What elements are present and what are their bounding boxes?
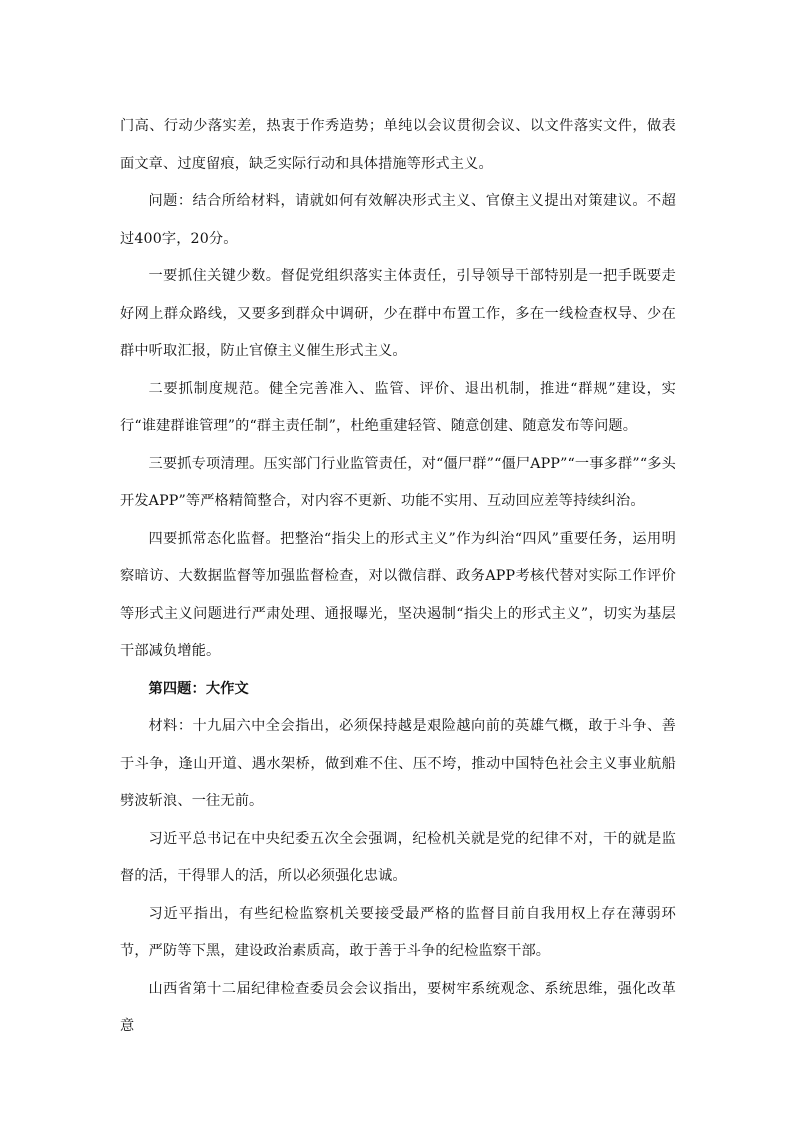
paragraph-question: 问题：结合所给材料，请就如何有效解决形式主义、官僚主义提出对策建议。不超过400字，20分。 bbox=[120, 193, 676, 247]
paragraph-material-4: 山西省第十二届纪律检查委员会会议指出，要树牢系统观念、系统思维，强化改革意 bbox=[120, 980, 676, 1034]
paragraph-measure-3: 三要抓专项清理。压实部门行业监管责任，对“僵尸群”“僵尸APP”“一事多群”“多头开发APP”等严格精简整合，对内容不更新、功能不实用、互动回应差等持续纠治。 bbox=[120, 455, 676, 509]
paragraph-measure-4: 四要抓常态化监督。把整治“指尖上的形式主义”作为纠治“四风”重要任务，运用明察暗访、大数据监督等加强监督检查，对以微信群、政务APP考核代替对实际工作评价等形式主义问题进行严肃处理、通报曝光，坚决遏制“指尖上的形式主义”，切实为基层干部减负增能。 bbox=[120, 530, 676, 659]
paragraph-measure-2: 二要抓制度规范。健全完善准入、监管、评价、退出机制，推进“群规”建设，实行“谁建群谁管理”的“群主责任制”，杜绝重建轻管、随意创建、随意发布等问题。 bbox=[120, 380, 676, 434]
section-heading: 第四题：大作文 bbox=[148, 680, 249, 697]
document-body bbox=[120, 108, 676, 1046]
paragraph-material-3: 习近平指出，有些纪检监察机关要接受最严格的监督目前自我用权上存在薄弱环节，严防等下黑，建设政治素质高，敢于善于斗争的纪检监察干部。 bbox=[120, 905, 676, 959]
paragraph-measure-1: 一要抓住关键少数。督促党组织落实主体责任，引导领导干部特别是一把手既要走好网上群众路线，又要多到群众中调研，少在群中布置工作，多在一线检查权导、少在群中听取汇报，防止官僚主义催生形式主义。 bbox=[120, 268, 676, 359]
paragraph-material-1: 材料：十九届六中全会指出，必须保持越是艰险越向前的英雄气概，敢于斗争、善于斗争，逢山开道、遇水架桥，做到难不住、压不垮，推动中国特色社会主义事业航船劈波斩浪、一往无前。 bbox=[120, 718, 676, 809]
paragraph-material-2: 习近平总书记在中央纪委五次全会强调，纪检机关就是党的纪律不对，干的就是监督的活，干得罪人的活，所以必须强化忠诚。 bbox=[120, 830, 676, 884]
paragraph-continuation: 门高、行动少落实差，热衷于作秀造势；单纯以会议贯彻会议、以文件落实文件，做表面文章、过度留痕，缺乏实际行动和具体措施等形式主义。 bbox=[120, 118, 676, 172]
